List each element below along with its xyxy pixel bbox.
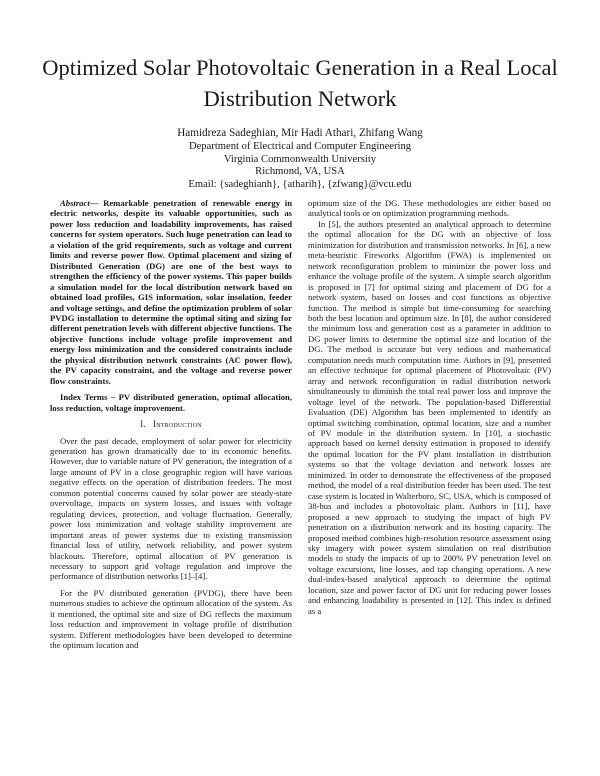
author-names: Hamidreza Sadeghian, Mir Hadi Athari, Zhifang Wang [177,127,423,139]
section-title: Introduction [153,419,202,430]
intro-paragraph-2: For the PV distributed generation (PVDG), there have been numerous studies to achieve the optimum allocation of the system. As it mentioned, the optimal site and size of DG reflects the maximum loss reduction and improvement in voltage profile of distribution system. Different methodologies have been developed to determine the optimum location and [50,587,292,651]
left-column [50,198,292,657]
location: Richmond, VA, USA [255,166,345,178]
university: Virginia Commonwealth University [223,153,377,165]
index-terms: Index Terms – PV distributed generation, optimal allocation, loss reduction, voltage improvement. [50,392,292,413]
abstract-text: Remarkable penetration of renewable energy in electric networks, despite its valuable opportunities, such as power loss reduction and loadability improvements, has raised concerns for system operators. Such huge penetration can lead to a violation of the grid requirements, such as voltage and current limits and reverse power flow. Optimal placement and sizing of Distributed Generation (DG) are one of the best ways to strengthen the efficiency of the power systems. This paper builds a simulation model for the local distribution network based on obtained load profiles, GIS information, solar insolation, feeder and voltage settings, and define the optimization problem of solar PVDG installation to determine the optimal siting and sizing for different penetration levels with different objective functions. The objective functions include voltage profile improvement and energy loss minimization and the considered constraints include the physical distribution network constraints (AC power flow), the PV capacity constraint, and the voltage and reverse power flow constraints. [50,198,292,386]
right-continuation: optimum size of the DG. These methodologies are either based on analytical tools or on optimization programming methods. [308,198,551,219]
abstract [50,198,292,386]
section-number: I. [140,419,146,430]
department: Department of Electrical and Computer Engineering [188,140,412,152]
author-block [40,127,560,192]
abstract-label: Abstract— [60,198,99,208]
right-paragraph: In [5], the authors presented an analytical approach to determine the optimal allocation for the DG with an objective of loss minimization for distribution and transmission networks. In [6], a new meta-heuristic Fireworks Algorithm (FWA) is implemented on network reconfiguration problem to minimize the power loss and enhance the voltage profile of the system. A simple search algorithm is proposed in [7] for optimal sizing and placement of DG for a network system, based on losses and cost functions as objective function. The method is simple but time-consuming for searching both the best location and optimum size. In [8], the author considered the minimum loss and generation cost as a parameter in addition to DG power limits to determine the optimal size and location of the DG. The method is accurate but very tedious and mathematical computation needs much computation time. Authors in [9], presented an effective technique for optimal placement of Photovoltaic (PV) array and network reconfiguration in radial distribution network simultaneously to diminish the total real power loss and improve the voltage level of the network. The population-based Differential Evaluation (DE) Algorithm has been implemented to identify an optimal switching combination, optimal location, size and a number of PV module in the distribution system. In [10], a stochastic approach based on kernel density estimation is proposed to identify the optimal location for the PV plant installation in distribution systems so that the voltage deviation and network losses are minimized. In order to demonstrate the effectiveness of the proposed method, the model of a real distribution feeder has been used. The test case system is located in Walterboro, SC, USA, which is composed of 38-bus and includes a photovoltaic plant. Authors in [11], have proposed a new approach to studying the impact of high PV penetration on a distribution network and its hosting capacity. The proposed method combines high-resolution resource assessment using sky imagery with power system simulation on real distribution models to study the impacts of up to 200% PV penetration level on voltage excursions, line losses, and tap changing operations. A new dual-index-based analytical approach to determine the optimal location, size and power factor of DG unit for reducing power losses and enhancing loadability is presented in [12]. This index is defined as a [308,218,551,616]
right-column [308,198,551,622]
paper-title: Optimized Solar Photovoltaic Generation in a Real Local Distribution Network [42,55,558,111]
section-heading [50,419,292,429]
intro-paragraph-1: Over the past decade, employment of solar power for electricity generation has grown dramatically due to its economic benefits. However, due to variable nature of PV generation, the integration of a large amount of PV in a close geographic region will have various negative effects on the operation of distribution feeders. The most common potential concerns caused by solar power are steady-state overvoltage, impacts on system losses, and issues with voltage regulating devices, protection, and voltage fluctuation. Generally, power loss minimization and voltage stability improvement are important areas of power systems due to existing transmission financial loss of utility, network reliability, and power system blackouts. Therefore, optimal allocation of PV generation is necessary to support grid voltage regulation and improve the performance of distribution networks [1]–[4]. [50,435,292,582]
email: Email: {sadeghianh}, {atharih}, {zfwang}@vcu.edu [188,179,412,191]
